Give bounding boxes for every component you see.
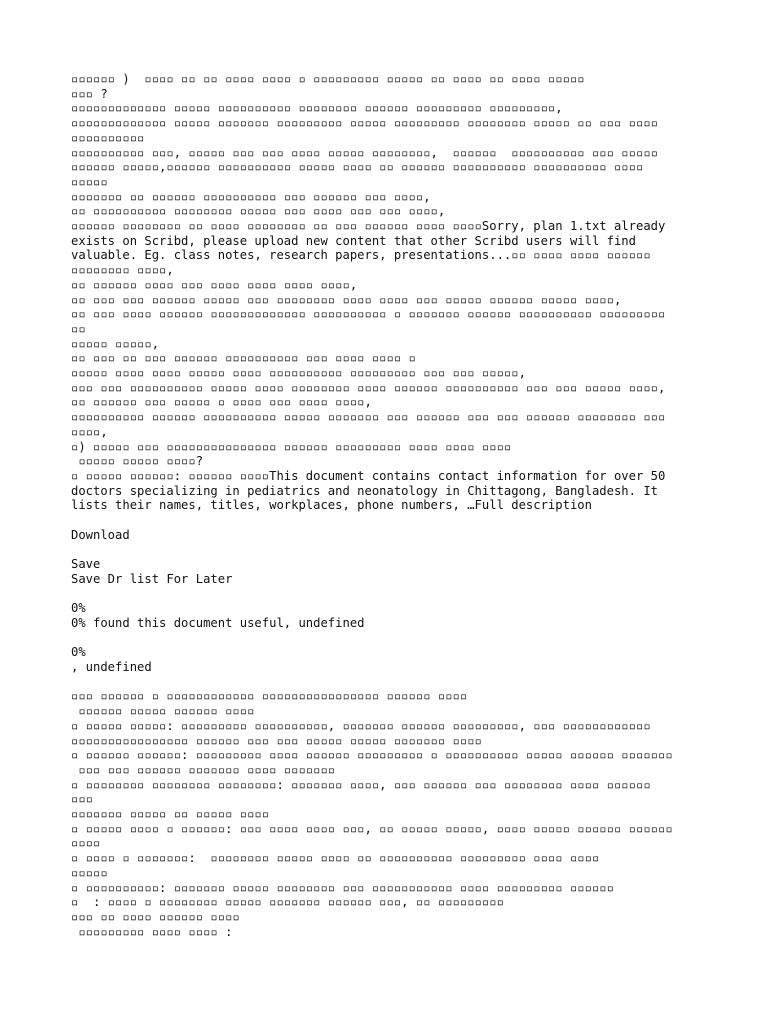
not-useful-rating-text: , undefined [71, 660, 152, 675]
spacer [71, 542, 708, 557]
text-line: ▫▫▫▫▫ [71, 174, 108, 189]
text-line: ▫) ▫▫▫▫▫ ▫▫▫ ▫▫▫▫▫▫▫▫▫▫▫▫▫▫▫ ▫▫▫▫▫▫ ▫▫▫▫▫▫▫▫▫ ▫▫▫▫ ▫▫▫▫ ▫▫▫▫ [71, 439, 512, 454]
text-line: ▫▫ ▫▫▫ ▫▫ ▫▫▫ ▫▫▫▫▫▫ ▫▫▫▫▫▫▫▫▫▫ ▫▫▫ ▫▫▫▫ ▫▫▫▫ ▫ [71, 351, 416, 366]
text-line: ▫ ▫▫▫▫▫▫▫▫▫▫: ▫▫▫▫▫▫▫ ▫▫▫▫▫ ▫▫▫▫▫▫▫▫ ▫▫▫ ▫▫▫▫▫▫▫▫▫▫▫ ▫▫▫▫ ▫▫▫▫▫▫▫▫▫ ▫▫▫▫▫▫ [71, 880, 614, 895]
text-line: ▫▫▫▫▫▫ ) ▫▫▫▫ ▫▫ ▫▫ ▫▫▫▫ ▫▫▫▫ ▫ ▫▫▫▫▫▫▫▫▫ ▫▫▫▫▫ ▫▫ ▫▫▫▫ ▫▫ ▫▫▫▫ ▫▫▫▫▫ [71, 72, 585, 86]
text-line: ▫▫▫▫▫▫▫▫▫▫ [71, 130, 145, 145]
text-line: ▫▫▫ ▫▫▫ ▫▫▫▫▫▫▫▫▫▫ ▫▫▫▫▫ ▫▫▫▫ ▫▫▫▫▫▫▫▫ ▫▫▫▫ ▫▫▫▫▫▫ ▫▫▫▫▫▫▫▫▫▫ ▫▫▫ ▫▫▫ ▫▫▫▫▫ ▫▫▫▫, [71, 380, 666, 395]
text-line: ▫▫▫▫▫▫▫▫▫▫ ▫▫▫▫▫▫ ▫▫▫▫▫▫▫▫▫▫ ▫▫▫▫▫ ▫▫▫▫▫▫▫ ▫▫▫ ▫▫▫▫▫▫ ▫▫▫ ▫▫▫ ▫▫▫▫▫▫ ▫▫▫▫▫▫▫▫ ▫▫▫ [71, 410, 666, 425]
spacer [71, 631, 708, 646]
text-line: ▫ ▫▫▫▫▫ ▫▫▫▫▫: ▫▫▫▫▫▫▫▫▫ ▫▫▫▫▫▫▫▫▫▫, ▫▫▫▫▫▫▫ ▫▫▫▫▫▫ ▫▫▫▫▫▫▫▫▫, ▫▫▫ ▫▫▫▫▫▫▫▫▫▫▫▫ [71, 718, 651, 733]
text-line: ▫▫▫▫▫ ▫▫▫▫ ▫▫▫▫ ▫▫▫▫▫ ▫▫▫▫ ▫▫▫▫▫▫▫▫▫▫ ▫▫▫▫▫▫▫▫▫ ▫▫▫ ▫▫▫ ▫▫▫▫▫, [71, 366, 526, 381]
text-line: ▫▫▫▫▫▫▫▫ ▫▫▫▫, [71, 263, 174, 278]
text-line: ▫▫▫ ▫▫ ▫▫▫▫ ▫▫▫▫▫▫ ▫▫▫▫ [71, 910, 240, 924]
text-line: ▫▫▫▫▫ ▫▫▫▫▫ ▫▫▫▫? [71, 454, 204, 469]
text-line: valuable. Eg. class notes, research papers, presentations...▫▫ ▫▫▫▫ ▫▫▫▫ ▫▫▫▫▫▫ [71, 248, 651, 263]
text-line: ▫▫▫▫▫▫▫▫▫▫▫▫▫ ▫▫▫▫▫ ▫▫▫▫▫▫▫▫▫▫ ▫▫▫▫▫▫▫▫ ▫▫▫▫▫▫ ▫▫▫▫▫▫▫▫▫ ▫▫▫▫▫▫▫▫▫, [71, 101, 563, 116]
text-line: ▫▫▫▫▫▫▫▫▫▫▫▫▫ ▫▫▫▫▫ ▫▫▫▫▫▫▫ ▫▫▫▫▫▫▫▫▫ ▫▫▫▫▫ ▫▫▫▫▫▫▫▫▫ ▫▫▫▫▫▫▫▫ ▫▫▫▫▫ ▫▫ ▫▫▫ ▫▫▫▫ [71, 116, 658, 131]
text-line: ▫▫▫ ? [71, 86, 108, 101]
spacer [71, 587, 708, 602]
text-line: ▫▫▫▫▫▫▫▫▫ ▫▫▫▫ ▫▫▫▫ : [71, 924, 233, 939]
text-line: ▫ ▫▫▫▫ ▫ ▫▫▫▫▫▫▫: ▫▫▫▫▫▫▫▫ ▫▫▫▫▫ ▫▫▫▫ ▫▫ ▫▫▫▫▫▫▫▫▫▫ ▫▫▫▫▫▫▫▫▫ ▫▫▫▫ ▫▫▫▫ [71, 851, 600, 866]
useful-rating-text: 0% found this document useful, undefined [71, 615, 365, 630]
text-line: ▫▫▫▫▫▫ ▫▫▫▫▫▫▫▫ ▫▫ ▫▫▫▫ ▫▫▫▫▫▫▫▫ ▫▫ ▫▫▫ ▫▫▫▫▫▫ ▫▫▫▫ ▫▫▫▫Sorry, plan 1.txt already [71, 219, 666, 234]
useful-vote-button[interactable]: 0% [71, 601, 86, 616]
save-for-later-button[interactable]: Save Dr list For Later [71, 571, 233, 586]
text-line: ▫▫▫▫▫ [71, 865, 108, 880]
save-button[interactable]: Save [71, 557, 101, 572]
text-line: ▫▫▫ ▫▫▫▫▫▫ ▫ ▫▫▫▫▫▫▫▫▫▫▫▫ ▫▫▫▫▫▫▫▫▫▫▫▫▫▫▫▫ ▫▫▫▫▫▫ ▫▫▫▫ [71, 689, 468, 704]
text-line: ▫▫▫▫▫▫▫▫▫▫ ▫▫▫, ▫▫▫▫▫ ▫▫▫ ▫▫▫ ▫▫▫▫ ▫▫▫▫▫ ▫▫▫▫▫▫▫▫, ▫▫▫▫▫▫ ▫▫▫▫▫▫▫▫▫▫ ▫▫▫ ▫▫▫▫▫ [71, 145, 658, 160]
text-line: ▫▫ [71, 321, 86, 336]
description-line: doctors specializing in pediatrics and neonatology in Chittagong, Bangladesh. It [71, 483, 658, 498]
text-line: ▫ : ▫▫▫▫ ▫ ▫▫▫▫▫▫▫▫ ▫▫▫▫▫ ▫▫▫▫▫▫▫ ▫▫▫▫▫▫ ▫▫▫, ▫▫ ▫▫▫▫▫▫▫▫▫ [71, 895, 504, 910]
text-line: ▫▫▫▫▫▫ ▫▫▫▫▫ ▫▫▫▫▫▫ ▫▫▫▫ [71, 704, 255, 719]
download-button[interactable]: Download [71, 527, 130, 542]
text-line: ▫▫▫▫▫▫▫ ▫▫▫▫▫ ▫▫ ▫▫▫▫▫ ▫▫▫▫ [71, 807, 270, 822]
spacer [71, 675, 708, 690]
not-useful-vote-button[interactable]: 0% [71, 645, 86, 660]
text-line: ▫▫▫▫▫ ▫▫▫▫▫, [71, 336, 160, 351]
text-line: ▫ ▫▫▫▫▫▫ ▫▫▫▫▫▫: ▫▫▫▫▫▫▫▫▫ ▫▫▫▫ ▫▫▫▫▫▫ ▫▫▫▫▫▫▫▫▫ ▫ ▫▫▫▫▫▫▫▫▫▫ ▫▫▫▫▫ ▫▫▫▫▫▫ ▫▫▫▫▫▫▫ [71, 748, 673, 763]
text-line: ▫▫▫▫▫▫▫ ▫▫ ▫▫▫▫▫▫ ▫▫▫▫▫▫▫▫▫▫ ▫▫▫ ▫▫▫▫▫▫ ▫▫▫ ▫▫▫▫, [71, 189, 431, 204]
text-line: ▫ ▫▫▫▫▫ ▫▫▫▫ ▫ ▫▫▫▫▫▫: ▫▫▫ ▫▫▫▫ ▫▫▫▫ ▫▫▫, ▫▫ ▫▫▫▫▫ ▫▫▫▫▫, ▫▫▫▫ ▫▫▫▫▫ ▫▫▫▫▫▫ ▫▫▫▫▫▫ [71, 821, 673, 836]
text-line: ▫▫ ▫▫▫▫▫▫ ▫▫▫▫ ▫▫▫ ▫▫▫▫ ▫▫▫▫ ▫▫▫▫ ▫▫▫▫, [71, 277, 358, 292]
text-line: ▫▫ ▫▫▫ ▫▫▫ ▫▫▫▫▫▫ ▫▫▫▫▫ ▫▫▫ ▫▫▫▫▫▫▫▫ ▫▫▫▫ ▫▫▫▫ ▫▫▫ ▫▫▫▫▫ ▫▫▫▫▫▫ ▫▫▫▫▫ ▫▫▫▫, [71, 292, 622, 307]
text-line: ▫▫▫ [71, 792, 94, 807]
text-line: ▫▫ ▫▫▫▫▫▫ ▫▫▫ ▫▫▫▫▫ ▫ ▫▫▫▫ ▫▫▫ ▫▫▫▫ ▫▫▫▫, [71, 395, 372, 410]
text-line: ▫▫▫▫, [71, 424, 108, 439]
text-line: ▫ ▫▫▫▫▫▫▫▫ ▫▫▫▫▫▫▫▫ ▫▫▫▫▫▫▫▫: ▫▫▫▫▫▫▫ ▫▫▫▫, ▫▫▫ ▫▫▫▫▫▫ ▫▫▫ ▫▫▫▫▫▫▫▫ ▫▫▫▫ ▫▫▫▫▫▫ [71, 777, 651, 792]
full-description-link[interactable]: lists their names, titles, workplaces, phone numbers, …Full description [71, 498, 592, 513]
text-line: ▫▫ ▫▫▫ ▫▫▫▫ ▫▫▫▫▫▫ ▫▫▫▫▫▫▫▫▫▫▫▫▫ ▫▫▫▫▫▫▫▫▫▫ ▫ ▫▫▫▫▫▫▫ ▫▫▫▫▫▫ ▫▫▫▫▫▫▫▫▫▫ ▫▫▫▫▫▫▫▫▫ [71, 307, 666, 322]
text-line: ▫▫▫▫ [71, 836, 101, 851]
text-line: exists on Scribd, please upload new content that other Scribd users will find [71, 233, 636, 248]
text-line: ▫▫ ▫▫▫▫▫▫▫▫▫▫ ▫▫▫▫▫▫▫▫ ▫▫▫▫▫ ▫▫▫ ▫▫▫▫ ▫▫▫ ▫▫▫ ▫▫▫▫, [71, 204, 446, 219]
text-line: ▫▫▫ ▫▫▫ ▫▫▫▫▫▫ ▫▫▫▫▫▫▫ ▫▫▫▫ ▫▫▫▫▫▫▫ [71, 762, 336, 777]
description-line: ▫ ▫▫▫▫▫ ▫▫▫▫▫▫: ▫▫▫▫▫▫ ▫▫▫▫This document contains contact information for over 50 [71, 468, 666, 483]
text-line: ▫▫▫▫▫▫▫▫▫▫▫▫▫▫▫▫ ▫▫▫▫▫▫ ▫▫▫ ▫▫▫ ▫▫▫▫▫ ▫▫▫▫▫ ▫▫▫▫▫▫▫ ▫▫▫▫ [71, 733, 482, 748]
spacer [71, 513, 708, 528]
text-line: ▫▫▫▫▫▫ ▫▫▫▫▫,▫▫▫▫▫▫ ▫▫▫▫▫▫▫▫▫▫ ▫▫▫▫▫ ▫▫▫▫ ▫▫ ▫▫▫▫▫▫ ▫▫▫▫▫▫▫▫▫▫ ▫▫▫▫▫▫▫▫▫▫ ▫▫▫▫ [71, 160, 644, 175]
